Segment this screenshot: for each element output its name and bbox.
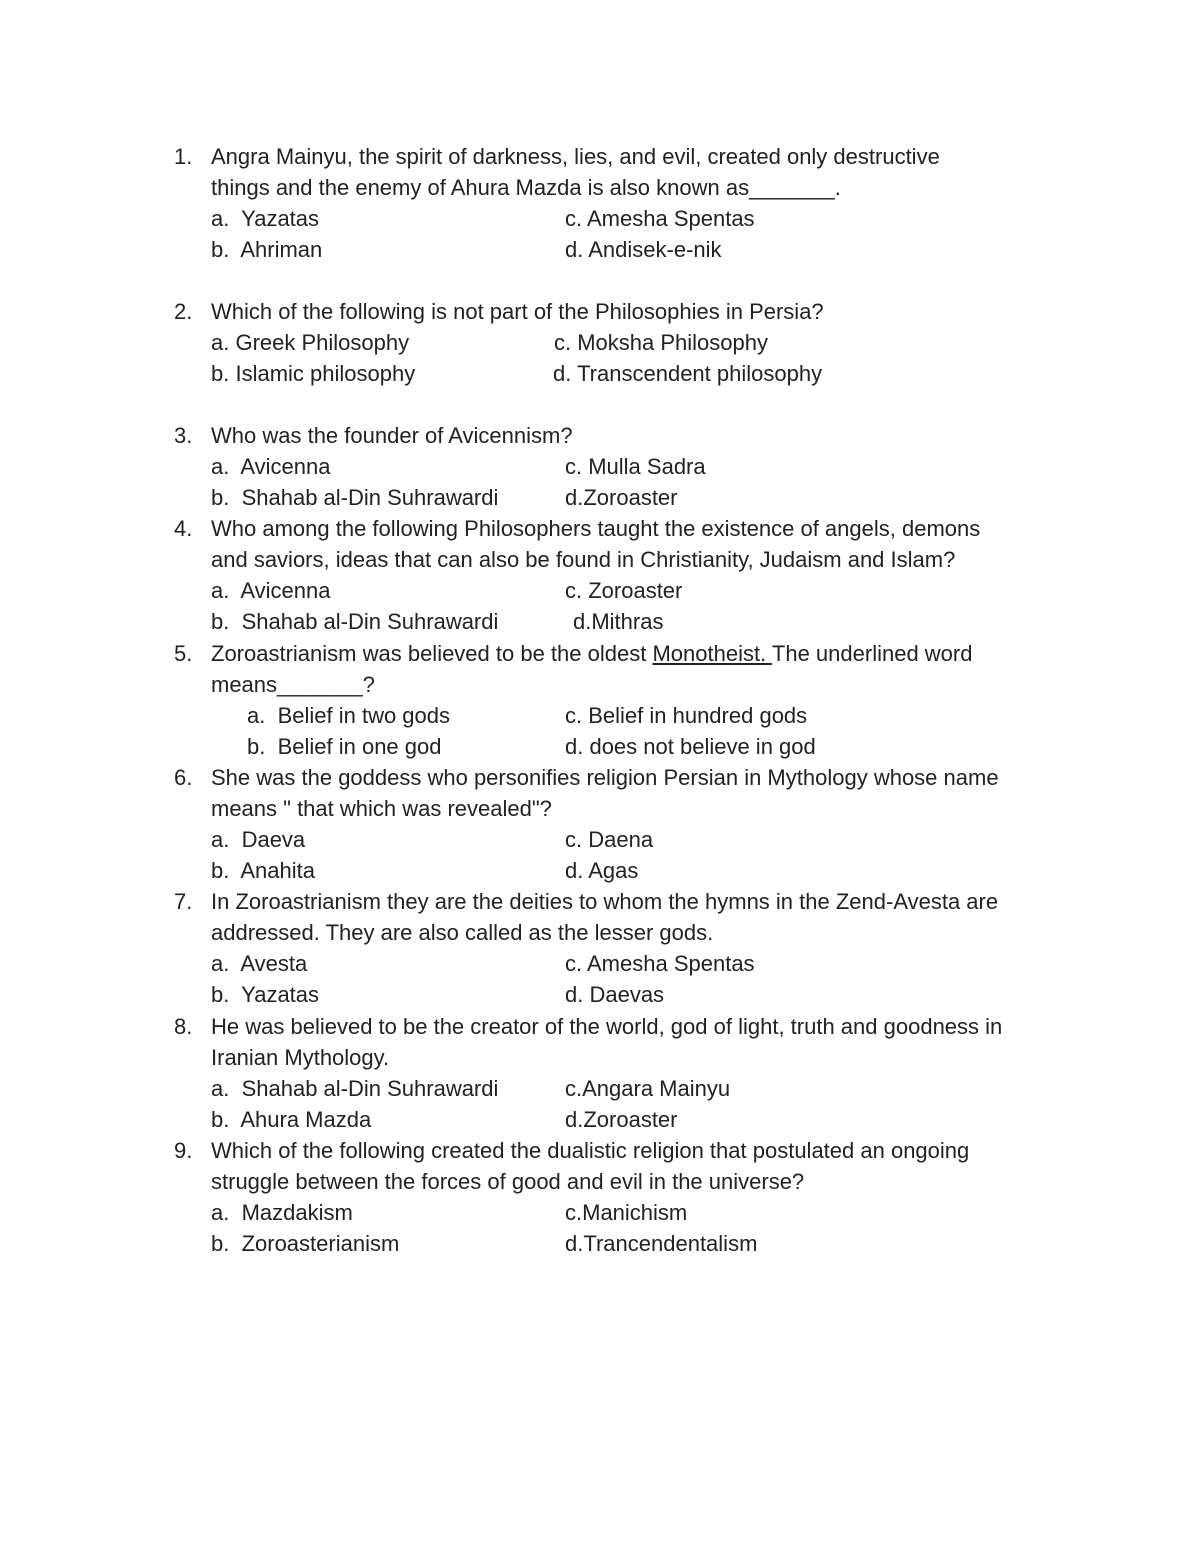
question-text: means " that which was revealed"? [211,796,552,821]
option-d: d. Daevas [565,982,665,1007]
question-text: and saviors, ideas that can also be found in Christianity, Judaism and Islam? [211,547,956,572]
question-text: He was believed to be the creator of the world, god of light, truth and goodness in [211,1014,1003,1039]
option-b: b. Belief in one god [247,734,442,759]
option-b: b. Shahab al-Din Suhrawardi [211,609,499,634]
option-a: a. Shahab al-Din Suhrawardi [211,1076,499,1101]
question-text: things and the enemy of Ahura Mazda is also known as_______. [211,175,841,200]
option-d: d. Transcendent philosophy [553,361,823,386]
option-d: d.Trancendentalism [565,1231,758,1256]
option-a: a. Daeva [211,827,306,852]
question-text: Angra Mainyu, the spirit of darkness, lies, and evil, created only destructive [211,144,940,169]
option-c: c. Moksha Philosophy [554,330,768,355]
option-d: d. Andisek-e-nik [565,237,722,262]
question-number: 9. [174,1138,193,1163]
option-a: a. Avicenna [211,578,331,603]
question-text: means_______? [211,672,375,697]
option-c: c. Zoroaster [565,578,683,603]
option-b: b. Ahura Mazda [211,1107,372,1132]
option-b: b. Ahriman [211,237,323,262]
option-b: b. Islamic philosophy [211,361,416,386]
option-b: b. Zoroasterianism [211,1231,400,1256]
question-text: Iranian Mythology. [211,1045,390,1070]
question-text: She was the goddess who personifies religion Persian in Mythology whose name [211,765,999,790]
question-number: 7. [174,889,193,914]
option-c: c.Angara Mainyu [565,1076,731,1101]
option-c: c. Amesha Spentas [565,206,755,231]
option-b: b. Yazatas [211,982,320,1007]
option-c: c.Manichism [565,1200,688,1225]
question-text: Who was the founder of Avicennism? [211,423,573,448]
option-d: d. Agas [565,858,639,883]
underlined-word: Monotheist. [652,641,772,666]
option-d: d.Mithras [573,609,664,634]
option-d: d.Zoroaster [565,485,678,510]
question-number: 8. [174,1014,193,1039]
question-text: struggle between the forces of good and evil in the universe? [211,1169,805,1194]
question-text [211,638,972,669]
option-b: b. Shahab al-Din Suhrawardi [211,485,499,510]
option-c: c. Amesha Spentas [565,951,755,976]
option-d: d. does not believe in god [565,734,816,759]
option-a: a. Avicenna [211,454,331,479]
option-c: c. Mulla Sadra [565,454,706,479]
question-number: 4. [174,516,193,541]
option-a: a. Mazdakism [211,1200,353,1225]
question-number: 6. [174,765,193,790]
question-text: In Zoroastrianism they are the deities to whom the hymns in the Zend-Avesta are [211,889,999,914]
question-text: Who among the following Philosophers taught the existence of angels, demons [211,516,981,541]
option-c: c. Belief in hundred gods [565,703,808,728]
question-text: Which of the following created the dualistic religion that postulated an ongoing [211,1138,970,1163]
question-text: addressed. They are also called as the lesser gods. [211,920,714,945]
option-d: d.Zoroaster [565,1107,678,1132]
option-a: a. Avesta [211,951,308,976]
option-b: b. Anahita [211,858,315,883]
question-text-suffix: The underlined word [771,641,973,666]
question-text: Which of the following is not part of the Philosophies in Persia? [211,299,824,324]
question-number: 5. [174,641,193,666]
option-c: c. Daena [565,827,654,852]
question-number: 1. [174,144,193,169]
option-a: a. Greek Philosophy [211,330,410,355]
option-a: a. Belief in two gods [247,703,451,728]
question-number: 2. [174,299,193,324]
question-number: 3. [174,423,193,448]
option-a: a. Yazatas [211,206,320,231]
question-text-prefix: Zoroastrianism was believed to be the oldest [211,641,653,666]
